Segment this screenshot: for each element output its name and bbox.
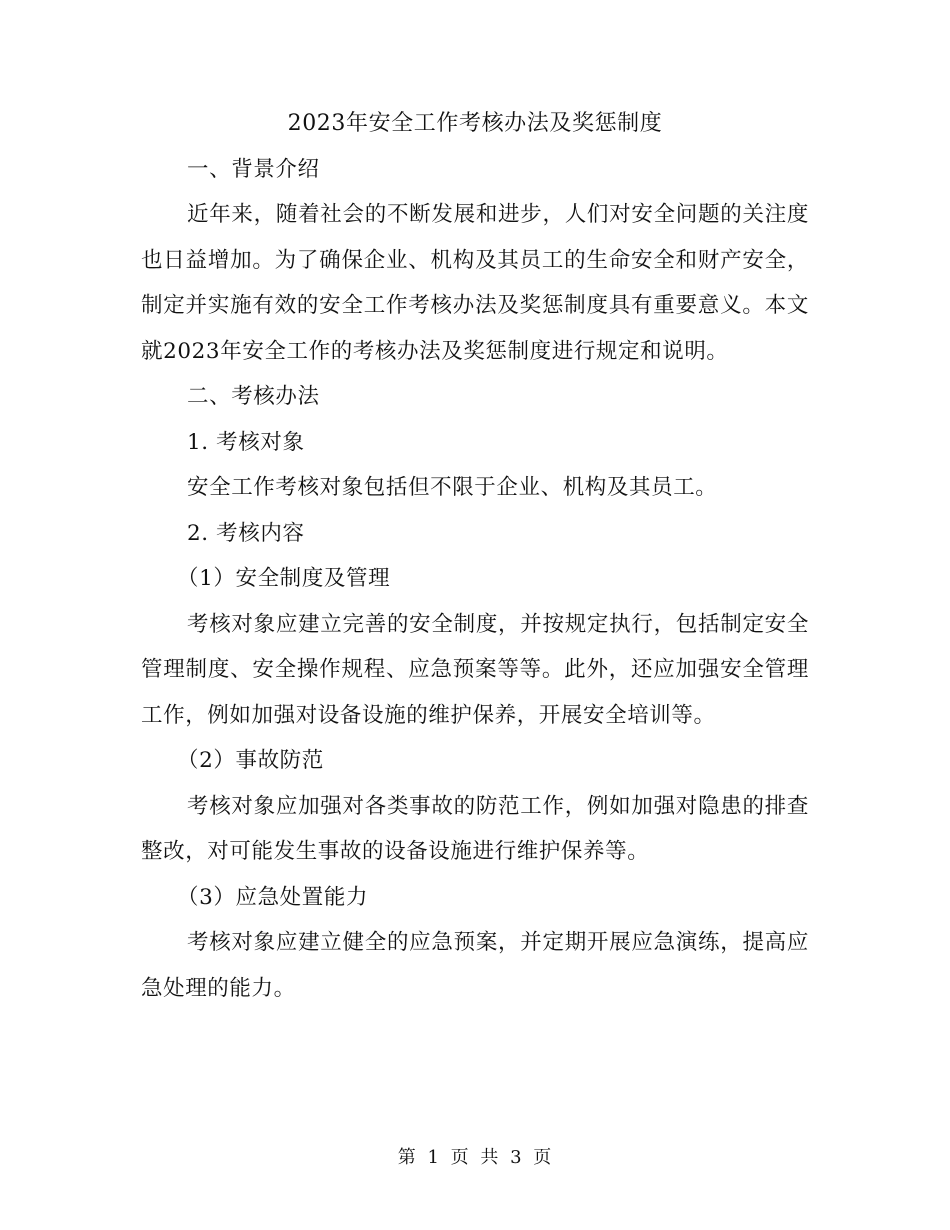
item-heading-safety-management: （1）安全制度及管理 [177,566,391,591]
document-body [141,101,809,1011]
page-number-footer: 第 1 页 共 3 页 [397,1147,553,1168]
paragraph-emergency-response: 考核对象应建立健全的应急预案，并定期开展应急演练，提高应急处理的能力。 [141,930,809,1001]
section-heading-background: 一、背景介绍 [187,156,320,182]
item-heading-accident-prevention: （2）事故防范 [177,748,324,773]
subsection-heading-content: 2. 考核内容 [187,520,305,546]
document-title: 2023年安全工作考核办法及奖惩制度 [287,111,663,136]
section-heading-assessment: 二、考核办法 [187,384,320,409]
paragraph-accident-prevention: 考核对象应加强对各类事故的防范工作，例如加强对隐患的排查整改，对可能发生事故的设备设施进行维护保养等。 [141,793,809,864]
paragraph-safety-management: 考核对象应建立完善的安全制度，并按规定执行，包括制定安全管理制度、安全操作规程、应急预案等等。此外，还应加强安全管理工作，例如加强对设备设施的维护保养，开展安全培训等。 [141,611,809,728]
paragraph-target: 安全工作考核对象包括但不限于企业、机构及其员工。 [187,475,718,500]
paragraph-background: 近年来，随着社会的不断发展和进步，人们对安全问题的关注度也日益增加。为了确保企业、机构及其员工的生命安全和财产安全，制定并实施有效的安全工作考核办法及奖惩制度具有重要意义。本文就2023年安全工作的考核办法及奖惩制度进行规定和说明。 [141,202,809,364]
item-heading-emergency-response: （3）应急处置能力 [177,884,369,910]
subsection-heading-target: 1. 考核对象 [187,429,305,455]
